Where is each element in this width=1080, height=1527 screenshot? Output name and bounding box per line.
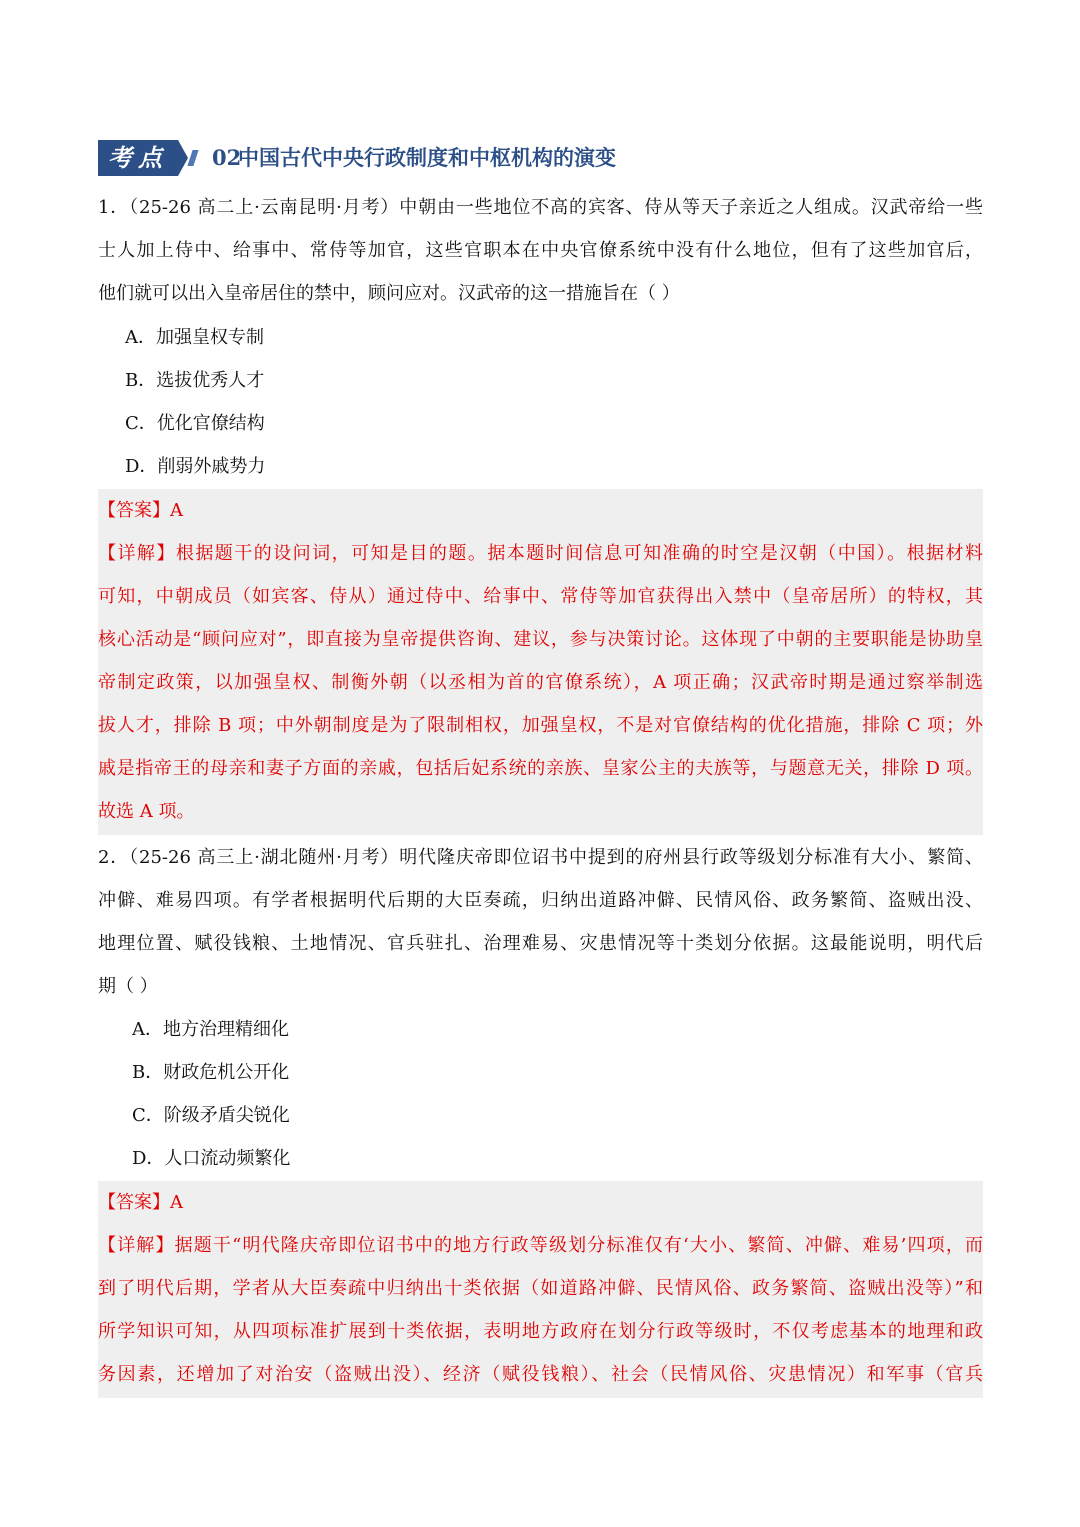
question-1-detail-line: 核心活动是“顾问应对”，即直接为皇帝提供咨询、建议，参与决策讨论。这体现了中朝的主要职能是协助皇: [98, 629, 983, 650]
question-2-option-c: C．阶级矛盾尖锐化: [132, 1105, 290, 1126]
question-2-option-d: D．人口流动频繁化: [132, 1148, 291, 1169]
question-1-line: 他们就可以出入皇帝居住的禁中，顾问应对。汉武帝的这一措施旨在（ ）: [98, 283, 680, 304]
section-title: 中国古代中央行政制度和中枢机构的演变: [238, 146, 616, 170]
question-2-option-a: A．地方治理精细化: [132, 1019, 289, 1040]
section-badge: 考点: [98, 140, 178, 176]
question-2-line: 冲僻、难易四项。有学者根据明代后期的大臣奏疏，归纳出道路冲僻、民情风俗、政务繁简、盗贼出没、: [98, 890, 983, 911]
question-1-detail-line: 【详解】根据题干的设问词，可知是目的题。据本题时间信息可知准确的时空是汉朝（中国）。根据材料: [98, 543, 983, 564]
question-1-detail-line: 帝制定政策，以加强皇权、制衡外朝（以丞相为首的官僚系统），A 项正确；汉武帝时期是通过察举制选: [98, 672, 983, 693]
question-2-detail-line: 到了明代后期，学者从大臣奏疏中归纳出十类依据（如道路冲僻、民情风俗、政务繁简、盗贼出没等）”和: [98, 1278, 983, 1299]
question-1-option-b: B．选拔优秀人才: [125, 370, 265, 391]
question-2-line: 期（ ）: [98, 976, 158, 997]
question-2-detail-line: 【详解】据题干“明代隆庆帝即位诏书中的地方行政等级划分标准仅有‘大小、繁简、冲僻、难易’四项，而: [98, 1235, 983, 1256]
question-1-stem: [98, 186, 983, 315]
question-1-option-d: D．削弱外戚势力: [125, 456, 266, 477]
question-2-line: 地理位置、赋役钱粮、土地情况、官兵驻扎、治理难易、灾患情况等十类划分依据。这最能说明，明代后: [98, 933, 983, 954]
question-2-stem: [98, 836, 983, 1008]
question-1-option-a: A．加强皇权专制: [125, 327, 264, 348]
question-2-answer-box: [98, 1181, 983, 1398]
question-1-answer: 【答案】A: [98, 500, 183, 521]
question-1-detail-line: 拔人才，排除 B 项；中外朝制度是为了限制相权，加强皇权，不是对官僚结构的优化措施，排除 C 项；外: [98, 715, 983, 736]
question-1-line: 士人加上侍中、给事中、常侍等加官，这些官职本在中央官僚系统中没有什么地位，但有了这些加官后，: [98, 240, 983, 261]
question-2-detail-line: 所学知识可知，从四项标准扩展到十类依据，表明地方政府在划分行政等级时，不仅考虑基本的地理和政: [98, 1321, 983, 1342]
question-2-line: 2．（25-26 高三上·湖北随州·月考）明代隆庆帝即位诏书中提到的府州县行政等级划分标准有大小、繁简、: [98, 847, 983, 868]
question-2-answer: 【答案】A: [98, 1192, 183, 1213]
section-number: 02: [212, 145, 242, 170]
question-2-option-b: B．财政危机公开化: [132, 1062, 290, 1083]
badge-arrow-decoration: [178, 140, 188, 176]
badge-tail-decoration: [187, 150, 198, 166]
question-1-detail-line: 戚是指帝王的母亲和妻子方面的亲戚，包括后妃系统的亲族、皇家公主的夫族等，与题意无关，排除 D 项。: [98, 758, 983, 779]
question-2-detail-line: 务因素，还增加了对治安（盗贼出没）、经济（赋役钱粮）、社会（民情风俗、灾患情况）和军事（官兵: [98, 1364, 983, 1385]
question-1-answer-box: [98, 489, 983, 835]
question-1-detail-line: 可知，中朝成员（如宾客、侍从）通过侍中、给事中、常侍等加官获得出入禁中（皇帝居所）的特权，其: [98, 586, 983, 607]
question-1-option-c: C．优化官僚结构: [125, 413, 265, 434]
question-1-detail-line: 故选 A 项。: [98, 801, 195, 822]
section-header: [98, 138, 998, 180]
question-1-line: 1．（25-26 高二上·云南昆明·月考）中朝由一些地位不高的宾客、侍从等天子亲近之人组成。汉武帝给一些: [98, 197, 983, 218]
